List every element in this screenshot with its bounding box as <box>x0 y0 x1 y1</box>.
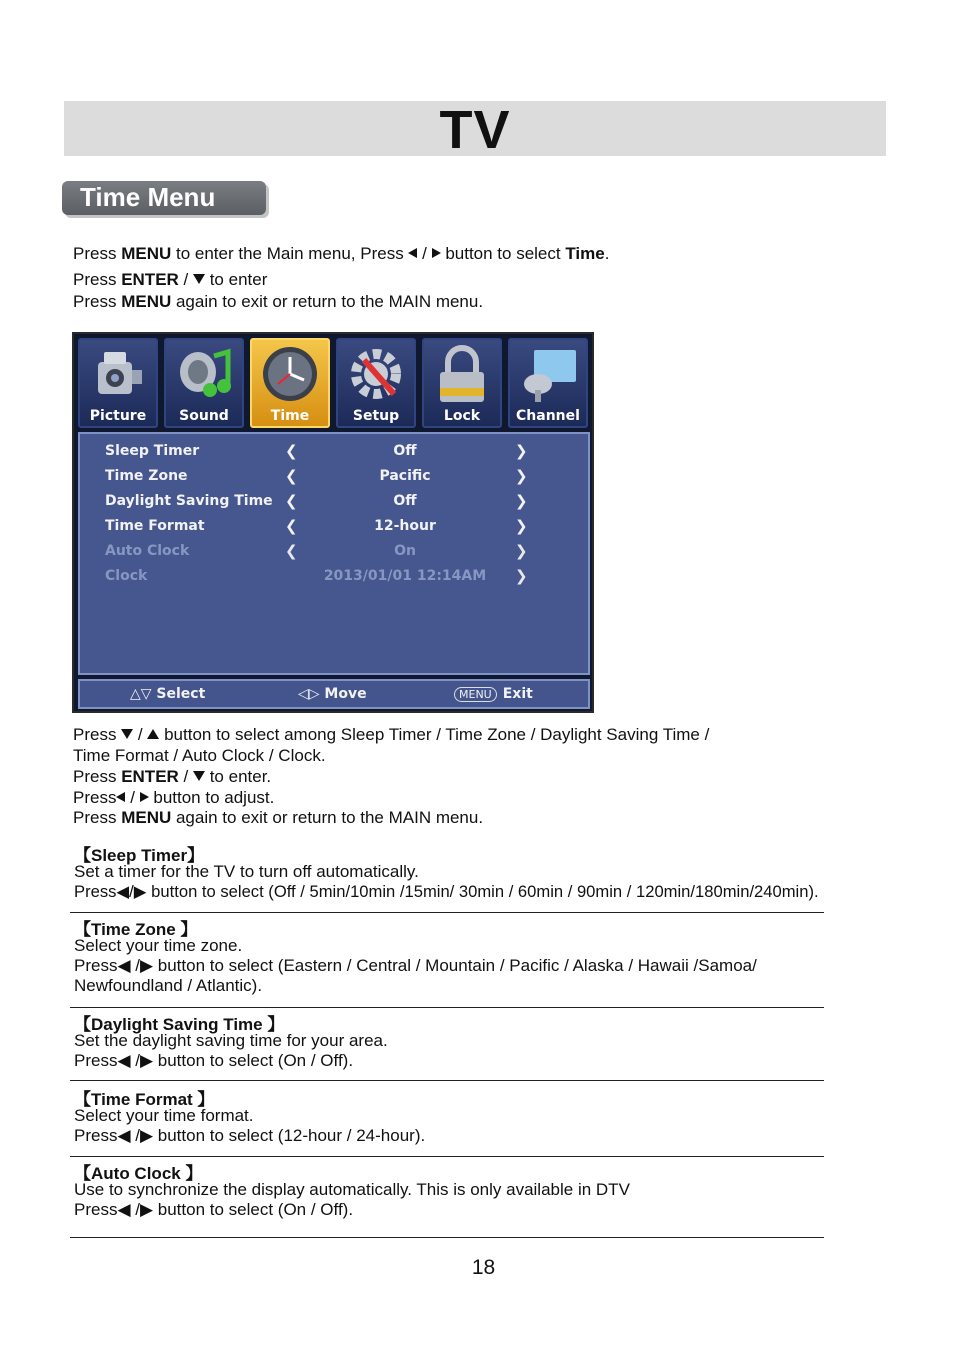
text: again to exit or return to the MAIN menu. <box>171 808 484 827</box>
section-title: Time Menu <box>80 182 216 212</box>
camera-icon <box>88 344 148 406</box>
sleep-timer-desc: Set a timer for the TV to turn off automatically. <box>74 862 419 881</box>
down-arrow-icon <box>193 274 205 284</box>
sleep-timer-options: Press◀/▶ button to select (Off / 5min/10min /15min/ 30min / 60min / 90min / 120min/180min/240min). <box>74 882 819 901</box>
steps-line-5 <box>73 807 483 828</box>
osd-row-time-format[interactable] <box>80 514 588 539</box>
menu-key-icon: MENU <box>454 687 497 702</box>
footer-select <box>130 686 205 702</box>
osd-tab-label: Picture <box>89 408 147 424</box>
osd-tab-label: Channel <box>516 408 580 424</box>
down-arrow-icon <box>121 729 133 739</box>
text: . <box>604 244 610 263</box>
intro-line-1 <box>73 243 609 264</box>
osd-tab-channel[interactable] <box>508 338 588 428</box>
auto-clock-desc: Use to synchronize the display automatically. This is only available in DTV <box>74 1180 630 1199</box>
divider <box>70 1080 824 1081</box>
up-arrow-icon <box>147 729 159 739</box>
divider <box>70 1156 824 1157</box>
osd-tab-label: Time <box>270 408 310 424</box>
text: again to exit or return to the MAIN menu. <box>171 292 484 311</box>
steps-line-1 <box>73 724 709 745</box>
steps-line-4 <box>73 787 274 808</box>
divider <box>70 1237 824 1238</box>
osd-footer <box>78 679 590 709</box>
left-chevron-icon[interactable]: ❮ <box>285 492 298 510</box>
daylight-saving-desc: Set the daylight saving time for your area. <box>74 1031 388 1050</box>
time-format-desc: Select your time format. <box>74 1106 254 1125</box>
time-format-heading: 【Time Format 】 <box>74 1090 215 1109</box>
osd-tab-lock[interactable] <box>422 338 502 428</box>
banner-title: TV <box>439 100 511 160</box>
text: Press <box>73 292 122 311</box>
left-chevron-icon[interactable]: ❮ <box>285 467 298 485</box>
page-number: 18 <box>471 1256 496 1279</box>
enter-keyword: ENTER <box>121 270 179 289</box>
satellite-dish-icon <box>518 344 580 406</box>
text: Press <box>73 725 122 744</box>
row-value: Pacific <box>379 468 431 484</box>
osd-row-sleep-timer[interactable] <box>80 439 588 464</box>
row-label: Sleep Timer <box>105 443 200 459</box>
osd-tab-bar <box>78 338 590 430</box>
menu-keyword: MENU <box>121 808 172 827</box>
text: to enter. <box>204 767 272 786</box>
time-zone-options: Press◀ /▶ button to select (Eastern / Central / Mountain / Pacific / Alaska / Hawaii /Samoa/ <box>74 956 757 975</box>
up-down-icon: △▽ <box>130 686 152 702</box>
text: Press <box>73 808 122 827</box>
tv-banner <box>64 100 886 160</box>
left-chevron-icon[interactable]: ❮ <box>285 442 298 460</box>
text: to enter <box>204 270 268 289</box>
auto-clock-options: Press◀ /▶ button to select (On / Off). <box>74 1200 354 1219</box>
osd-row-daylight-saving[interactable] <box>80 489 588 514</box>
right-arrow-icon <box>140 792 149 802</box>
menu-keyword: MENU <box>121 244 172 263</box>
footer-exit <box>454 686 533 702</box>
right-chevron-icon: ❯ <box>515 567 528 585</box>
osd-menu-panel <box>78 432 590 675</box>
divider <box>70 912 824 913</box>
menu-keyword: MENU <box>121 292 172 311</box>
osd-row-time-zone[interactable] <box>80 464 588 489</box>
divider <box>70 1007 824 1008</box>
osd-tab-time[interactable] <box>250 338 330 428</box>
daylight-saving-options: Press◀ /▶ button to select (On / Off). <box>74 1051 354 1070</box>
down-arrow-icon <box>193 771 205 781</box>
text: / <box>417 244 432 263</box>
osd-tab-label: Sound <box>179 408 229 424</box>
section-tab <box>62 181 266 215</box>
right-chevron-icon[interactable]: ❯ <box>515 492 528 510</box>
osd-time-menu-screenshot <box>72 332 594 713</box>
text: Press <box>73 767 122 786</box>
text: Press <box>73 244 122 263</box>
intro-line-3 <box>73 291 483 312</box>
time-zone-options-cont: Newfoundland / Atlantic). <box>74 976 263 995</box>
osd-tab-sound[interactable] <box>164 338 244 428</box>
row-label: Time Format <box>105 518 205 534</box>
right-chevron-icon[interactable]: ❯ <box>515 517 528 535</box>
row-label: Daylight Saving Time <box>105 493 273 509</box>
footer-move <box>298 686 367 702</box>
osd-tab-setup[interactable] <box>336 338 416 428</box>
clock-icon <box>260 344 322 406</box>
left-chevron-icon[interactable]: ❮ <box>285 517 298 535</box>
time-zone-desc: Select your time zone. <box>74 936 243 955</box>
row-label: Clock <box>105 568 148 584</box>
text: Press <box>73 270 122 289</box>
steps-line-2: Time Format / Auto Clock / Clock. <box>73 746 326 765</box>
osd-tab-label: Lock <box>443 408 481 424</box>
right-chevron-icon[interactable]: ❯ <box>515 467 528 485</box>
time-keyword: Time <box>565 244 605 263</box>
right-chevron-icon[interactable]: ❯ <box>515 442 528 460</box>
text: / <box>178 767 193 786</box>
left-chevron-icon: ❮ <box>285 542 298 560</box>
row-value: Off <box>393 443 417 459</box>
osd-tab-label: Setup <box>352 408 400 424</box>
auto-clock-heading: 【Auto Clock 】 <box>74 1164 203 1183</box>
text: button to select among Sleep Timer / Time Zone / Daylight Saving Time / <box>159 725 710 744</box>
sleep-timer-heading: 【Sleep Timer】 <box>74 846 205 865</box>
enter-keyword: ENTER <box>121 767 179 786</box>
intro-line-2 <box>73 269 267 290</box>
text: Press <box>73 788 117 807</box>
steps-line-3 <box>73 766 271 787</box>
footer-exit-label: Exit <box>502 686 533 702</box>
daylight-saving-heading: 【Daylight Saving Time 】 <box>74 1015 285 1034</box>
text: / <box>133 725 148 744</box>
osd-row-clock <box>80 564 588 589</box>
music-note-icon <box>174 344 236 406</box>
time-zone-heading: 【Time Zone 】 <box>74 920 198 939</box>
footer-select-label: Select <box>156 686 206 702</box>
left-right-icon: ◁▷ <box>298 686 320 702</box>
text: button to select <box>440 244 566 263</box>
text: / <box>125 788 140 807</box>
text: / <box>178 270 193 289</box>
padlock-icon <box>432 344 494 406</box>
row-value: Off <box>393 493 417 509</box>
right-arrow-icon <box>432 248 441 258</box>
text: button to adjust. <box>148 788 275 807</box>
row-label: Time Zone <box>105 468 188 484</box>
row-value: On <box>394 543 416 559</box>
right-chevron-icon: ❯ <box>515 542 528 560</box>
osd-tab-picture[interactable] <box>78 338 158 428</box>
row-value: 12-hour <box>374 518 436 534</box>
gear-wrench-icon <box>346 344 408 406</box>
footer-move-label: Move <box>324 686 367 702</box>
row-value: 2013/01/01 12:14AM <box>323 568 487 584</box>
osd-row-auto-clock <box>80 539 588 564</box>
text: to enter the Main menu, Press <box>171 244 409 263</box>
time-format-options: Press◀ /▶ button to select (12-hour / 24-hour). <box>74 1126 426 1145</box>
row-label: Auto Clock <box>105 543 190 559</box>
